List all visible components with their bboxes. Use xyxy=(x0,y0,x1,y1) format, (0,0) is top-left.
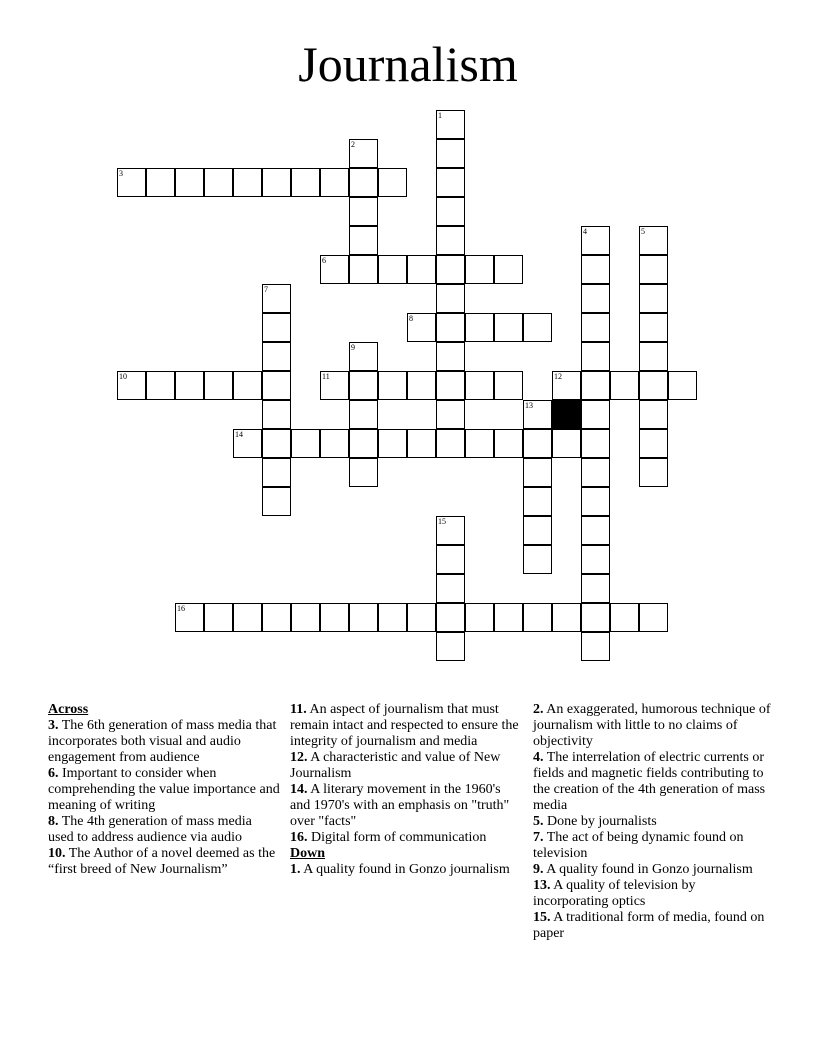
grid-cell[interactable] xyxy=(378,168,407,197)
clue-down-5 xyxy=(533,814,773,830)
grid-cell[interactable] xyxy=(436,313,465,342)
clue-number-label: 7 xyxy=(264,285,268,294)
clue-down-13 xyxy=(533,878,773,910)
clue-text: A literary movement in the 1960's and 1970's with an emphasis on "truth" over "facts" xyxy=(290,782,510,829)
grid-block-cell xyxy=(552,400,581,429)
grid-cell[interactable] xyxy=(610,603,639,632)
clue-number-label: 10 xyxy=(119,372,127,381)
clue-number-label: 11 xyxy=(322,372,330,381)
grid-cell[interactable] xyxy=(407,313,436,342)
grid-cell[interactable] xyxy=(436,284,465,313)
clue-column-2 xyxy=(290,702,522,878)
clue-across-12 xyxy=(290,750,522,782)
grid-cell[interactable] xyxy=(436,139,465,168)
grid-cell[interactable] xyxy=(639,400,668,429)
grid-cell[interactable] xyxy=(639,342,668,371)
grid-cell[interactable] xyxy=(262,458,291,487)
clue-across-16 xyxy=(290,830,522,846)
clue-text: The Author of a novel deemed as the “first breed of New Journalism” xyxy=(48,846,276,877)
grid-cell[interactable] xyxy=(523,313,552,342)
down-heading: Down xyxy=(290,846,326,861)
grid-cell[interactable] xyxy=(581,342,610,371)
clue-number-label: 1 xyxy=(438,111,442,120)
grid-cell[interactable] xyxy=(465,429,494,458)
clue-number-label: 4 xyxy=(583,227,587,236)
clue-column-3 xyxy=(533,702,773,942)
clue-number: 2. xyxy=(533,702,544,717)
grid-cell[interactable] xyxy=(581,371,610,400)
grid-cell[interactable] xyxy=(262,603,291,632)
clue-across-3 xyxy=(48,718,280,766)
grid-cell[interactable] xyxy=(610,371,639,400)
grid-cell[interactable] xyxy=(494,255,523,284)
clue-text: Done by journalists xyxy=(547,814,657,829)
grid-cell[interactable] xyxy=(349,168,378,197)
grid-cell[interactable] xyxy=(291,429,320,458)
grid-cell[interactable] xyxy=(436,400,465,429)
clue-text: An aspect of journalism that must remain intact and respected to ensure the integrity of journalism and media xyxy=(290,702,519,749)
grid-cell[interactable] xyxy=(639,371,668,400)
clue-text: A traditional form of media, found on paper xyxy=(533,910,765,941)
grid-cell[interactable] xyxy=(175,371,204,400)
clue-number: 7. xyxy=(533,830,544,845)
clue-across-10 xyxy=(48,846,280,878)
grid-cell[interactable] xyxy=(407,255,436,284)
clue-text: An exaggerated, humorous technique of journalism with little to no claims of objectivity xyxy=(533,702,771,749)
clue-number: 11. xyxy=(290,702,307,717)
clue-text: The 6th generation of mass media that incorporates both visual and audio engagement from audience xyxy=(48,718,277,765)
grid-cell[interactable] xyxy=(581,226,610,255)
grid-cell[interactable] xyxy=(494,603,523,632)
grid-cell[interactable] xyxy=(436,197,465,226)
clue-text: A quality found in Gonzo journalism xyxy=(303,862,510,877)
clue-number: 15. xyxy=(533,910,551,925)
grid-cell[interactable] xyxy=(436,574,465,603)
grid-cell[interactable] xyxy=(320,429,349,458)
clue-number: 8. xyxy=(48,814,59,829)
grid-cell[interactable] xyxy=(349,255,378,284)
grid-cell[interactable] xyxy=(320,255,349,284)
clue-down-9 xyxy=(533,862,773,878)
grid-cell[interactable] xyxy=(233,168,262,197)
grid-cell[interactable] xyxy=(581,545,610,574)
page-title: Journalism xyxy=(298,36,518,92)
clue-column-1 xyxy=(48,702,280,878)
grid-cell[interactable] xyxy=(494,371,523,400)
grid-cell[interactable] xyxy=(349,139,378,168)
grid-cell[interactable] xyxy=(581,429,610,458)
grid-cell[interactable] xyxy=(436,371,465,400)
grid-cell[interactable] xyxy=(204,603,233,632)
clue-across-11 xyxy=(290,702,522,750)
clue-number-label: 15 xyxy=(438,517,446,526)
clue-down-4 xyxy=(533,750,773,814)
grid-cell[interactable] xyxy=(436,545,465,574)
grid-cell[interactable] xyxy=(523,458,552,487)
grid-cell[interactable] xyxy=(552,603,581,632)
grid-cell[interactable] xyxy=(262,313,291,342)
clue-text: The 4th generation of mass media used to address audience via audio xyxy=(48,814,252,845)
clue-number: 10. xyxy=(48,846,66,861)
clue-number-label: 6 xyxy=(322,256,326,265)
grid-cell[interactable] xyxy=(320,371,349,400)
clue-number-label: 13 xyxy=(525,401,533,410)
clue-down-15 xyxy=(533,910,773,942)
grid-cell[interactable] xyxy=(349,342,378,371)
grid-cell[interactable] xyxy=(233,603,262,632)
clue-text: Important to consider when comprehending the value importance and meaning of writing xyxy=(48,766,280,813)
grid-cell[interactable] xyxy=(175,168,204,197)
grid-cell[interactable] xyxy=(407,429,436,458)
grid-cell[interactable] xyxy=(523,487,552,516)
clue-text: A quality found in Gonzo journalism xyxy=(546,862,753,877)
clue-number-label: 16 xyxy=(177,604,185,613)
grid-cell[interactable] xyxy=(117,168,146,197)
clue-number: 5. xyxy=(533,814,544,829)
grid-cell[interactable] xyxy=(117,371,146,400)
grid-cell[interactable] xyxy=(436,603,465,632)
grid-cell[interactable] xyxy=(204,168,233,197)
grid-cell[interactable] xyxy=(436,110,465,139)
grid-cell[interactable] xyxy=(349,400,378,429)
grid-cell[interactable] xyxy=(320,603,349,632)
clue-number-label: 12 xyxy=(554,372,562,381)
grid-cell[interactable] xyxy=(465,603,494,632)
grid-cell[interactable] xyxy=(407,371,436,400)
grid-cell[interactable] xyxy=(523,429,552,458)
clue-number: 14. xyxy=(290,782,308,797)
grid-cell[interactable] xyxy=(349,458,378,487)
clue-text: The interrelation of electric currents or fields and magnetic fields contributing to the creation of the 4th generation of mass media xyxy=(533,750,766,813)
grid-cell[interactable] xyxy=(262,429,291,458)
grid-cell[interactable] xyxy=(407,603,436,632)
clue-number: 9. xyxy=(533,862,544,877)
grid-cell[interactable] xyxy=(581,255,610,284)
grid-cell[interactable] xyxy=(320,168,349,197)
clue-text: A characteristic and value of New Journalism xyxy=(290,750,501,781)
clue-number: 3. xyxy=(48,718,59,733)
grid-cell[interactable] xyxy=(378,429,407,458)
clue-down-7 xyxy=(533,830,773,862)
grid-cell[interactable] xyxy=(175,603,204,632)
grid-cell[interactable] xyxy=(262,487,291,516)
grid-cell[interactable] xyxy=(465,313,494,342)
grid-cell[interactable] xyxy=(523,545,552,574)
grid-cell[interactable] xyxy=(523,400,552,429)
grid-cell[interactable] xyxy=(639,226,668,255)
grid-cell[interactable] xyxy=(581,284,610,313)
grid-cell[interactable] xyxy=(581,487,610,516)
grid-cell[interactable] xyxy=(639,284,668,313)
clue-text: A quality of television by incorporating optics xyxy=(533,878,696,909)
grid-cell[interactable] xyxy=(262,168,291,197)
grid-cell[interactable] xyxy=(465,371,494,400)
grid-cell[interactable] xyxy=(233,429,262,458)
grid-cell[interactable] xyxy=(581,632,610,661)
grid-cell[interactable] xyxy=(494,313,523,342)
grid-cell[interactable] xyxy=(639,429,668,458)
clue-number: 4. xyxy=(533,750,544,765)
grid-cell[interactable] xyxy=(349,371,378,400)
clue-number: 12. xyxy=(290,750,308,765)
across-heading: Across xyxy=(48,702,89,717)
grid-cell[interactable] xyxy=(581,516,610,545)
grid-cell[interactable] xyxy=(146,168,175,197)
grid-cell[interactable] xyxy=(581,574,610,603)
grid-cell[interactable] xyxy=(436,226,465,255)
clue-number-label: 8 xyxy=(409,314,413,323)
grid-cell[interactable] xyxy=(581,400,610,429)
clue-text: The act of being dynamic found on television xyxy=(533,830,744,861)
grid-cell[interactable] xyxy=(262,342,291,371)
clue-number: 13. xyxy=(533,878,551,893)
clue-across-14 xyxy=(290,782,522,830)
grid-cell[interactable] xyxy=(436,516,465,545)
clue-text: Digital form of communication xyxy=(311,830,487,845)
grid-cell[interactable] xyxy=(436,168,465,197)
clue-number-label: 2 xyxy=(351,140,355,149)
grid-cell[interactable] xyxy=(233,371,262,400)
clue-number-label: 3 xyxy=(119,169,123,178)
grid-cell[interactable] xyxy=(552,371,581,400)
grid-cell[interactable] xyxy=(465,255,494,284)
grid-cell[interactable] xyxy=(581,603,610,632)
clue-number-label: 9 xyxy=(351,343,355,352)
grid-cell[interactable] xyxy=(494,429,523,458)
grid-cell[interactable] xyxy=(378,603,407,632)
grid-cell[interactable] xyxy=(436,255,465,284)
grid-cell[interactable] xyxy=(581,458,610,487)
clue-down-1 xyxy=(290,862,522,878)
grid-cell[interactable] xyxy=(639,603,668,632)
clue-number-label: 5 xyxy=(641,227,645,236)
clue-number: 16. xyxy=(290,830,308,845)
grid-cell[interactable] xyxy=(291,603,320,632)
grid-cell[interactable] xyxy=(436,342,465,371)
grid-cell[interactable] xyxy=(349,429,378,458)
grid-cell[interactable] xyxy=(639,313,668,342)
grid-cell[interactable] xyxy=(262,284,291,313)
grid-cell[interactable] xyxy=(639,255,668,284)
grid-cell[interactable] xyxy=(436,632,465,661)
clue-number-label: 14 xyxy=(235,430,243,439)
grid-cell[interactable] xyxy=(581,313,610,342)
grid-cell[interactable] xyxy=(146,371,175,400)
clue-across-8 xyxy=(48,814,280,846)
grid-cell[interactable] xyxy=(668,371,697,400)
grid-cell[interactable] xyxy=(523,516,552,545)
grid-cell[interactable] xyxy=(262,400,291,429)
clue-down-2 xyxy=(533,702,773,750)
grid-cell[interactable] xyxy=(552,429,581,458)
grid-cell[interactable] xyxy=(349,226,378,255)
grid-cell[interactable] xyxy=(349,603,378,632)
grid-cell[interactable] xyxy=(378,255,407,284)
grid-cell[interactable] xyxy=(378,371,407,400)
clue-number: 6. xyxy=(48,766,59,781)
grid-cell[interactable] xyxy=(262,371,291,400)
grid-cell[interactable] xyxy=(639,458,668,487)
clue-number: 1. xyxy=(290,862,301,877)
clue-across-6 xyxy=(48,766,280,814)
grid-cell[interactable] xyxy=(436,429,465,458)
grid-cell[interactable] xyxy=(204,371,233,400)
grid-cell[interactable] xyxy=(291,168,320,197)
grid-cell[interactable] xyxy=(349,197,378,226)
grid-cell[interactable] xyxy=(523,603,552,632)
